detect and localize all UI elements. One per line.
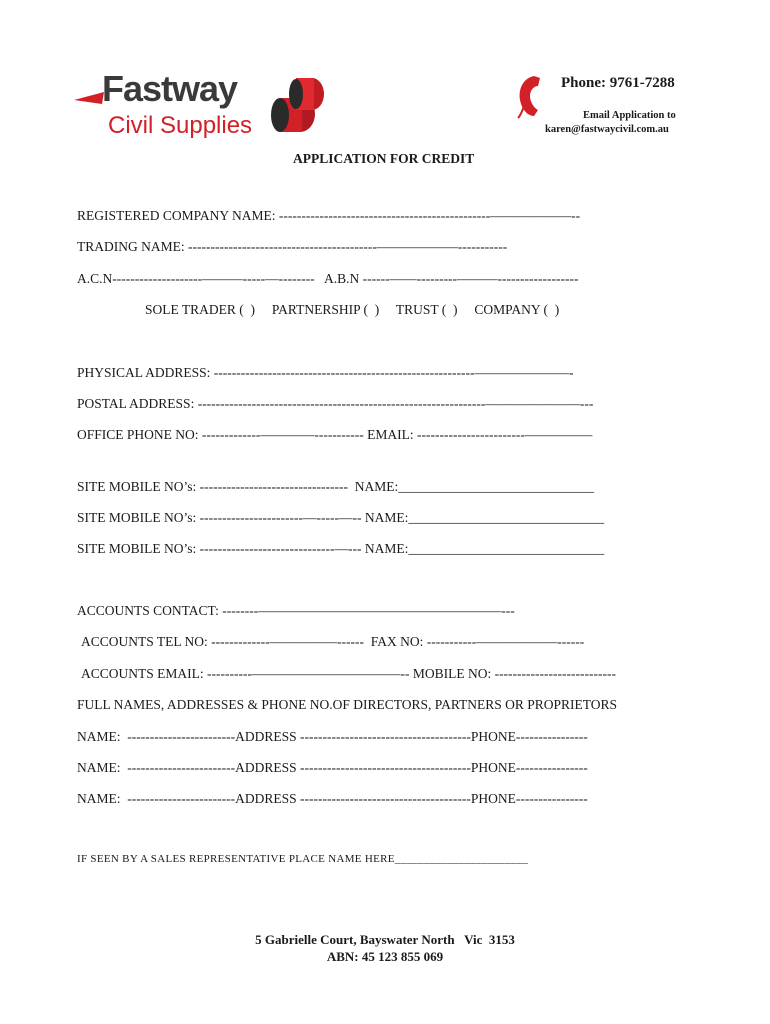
- header-phone: Phone: 9761-7288: [561, 75, 675, 91]
- registered-company-name-field[interactable]: REGISTERED COMPANY NAME: -----------------------------------------------——————--: [77, 208, 581, 223]
- director-row-2[interactable]: NAME: ------------------------ADDRESS --------------------------------------PHONE----------------: [77, 760, 588, 775]
- phone-handset-icon: [514, 72, 548, 120]
- directors-heading: FULL NAMES, ADDRESSES & PHONE NO.OF DIRECTORS, PARTNERS OR PROPRIETORS: [77, 697, 618, 712]
- director-row-1[interactable]: NAME: ------------------------ADDRESS --------------------------------------PHONE----------------: [77, 729, 588, 744]
- accounts-email-mobile-field[interactable]: ACCOUNTS EMAIL: ----------———————————-- MOBILE NO: ---------------------------: [81, 666, 616, 681]
- company-logo: [74, 66, 334, 146]
- site-mobile-field-2[interactable]: SITE MOBILE NO’s: -----------------------—-----—-- NAME:_____________________________: [77, 510, 605, 525]
- accounts-tel-fax-field[interactable]: ACCOUNTS TEL NO: -------------—————------ FAX NO: -----------——————------: [81, 634, 585, 649]
- accounts-contact-field[interactable]: ACCOUNTS CONTACT: --------——————————————————---: [77, 603, 515, 618]
- site-mobile-field-1[interactable]: SITE MOBILE NO’s: --------------------------------- NAME:_____________________________: [77, 479, 594, 494]
- physical-address-field[interactable]: PHYSICAL ADDRESS: ----------------------------------------------------------———————-: [77, 365, 574, 380]
- header-email[interactable]: karen@fastwaycivil.com.au: [545, 124, 669, 135]
- footer-abn: ABN: 45 123 855 069: [326, 949, 444, 964]
- office-phone-email-field[interactable]: OFFICE PHONE NO: -------------————----------- EMAIL: ------------------------—————: [77, 427, 593, 442]
- sales-rep-field[interactable]: IF SEEN BY A SALES REPRESENTATIVE PLACE NAME HERE_______________________: [77, 853, 529, 865]
- header-email-label: Email Application to: [583, 110, 676, 121]
- director-row-3[interactable]: NAME: ------------------------ADDRESS --------------------------------------PHONE----------------: [77, 791, 588, 806]
- postal-address-field[interactable]: POSTAL ADDRESS: ----------------------------------------------------------------———————---: [77, 396, 594, 411]
- footer-address: 5 Gabrielle Court, Bayswater North Vic 3153: [255, 932, 515, 947]
- business-type-options[interactable]: SOLE TRADER ( ) PARTNERSHIP ( ) TRUST ( ) COMPANY ( ): [145, 302, 560, 317]
- logo-subtitle: Civil Supplies: [108, 112, 253, 139]
- site-mobile-field-3[interactable]: SITE MOBILE NO’s: ------------------------------—--- NAME:_____________________________: [77, 541, 605, 556]
- acn-abn-field[interactable]: A.C.N--------------------———-----—-------- A.B.N ------——---------———------------------: [77, 271, 579, 286]
- trading-name-field[interactable]: TRADING NAME: ------------------------------------------——————-----------: [77, 239, 508, 254]
- logo-wordmark: Fastway: [102, 68, 238, 109]
- page-title: APPLICATION FOR CREDIT: [293, 151, 475, 166]
